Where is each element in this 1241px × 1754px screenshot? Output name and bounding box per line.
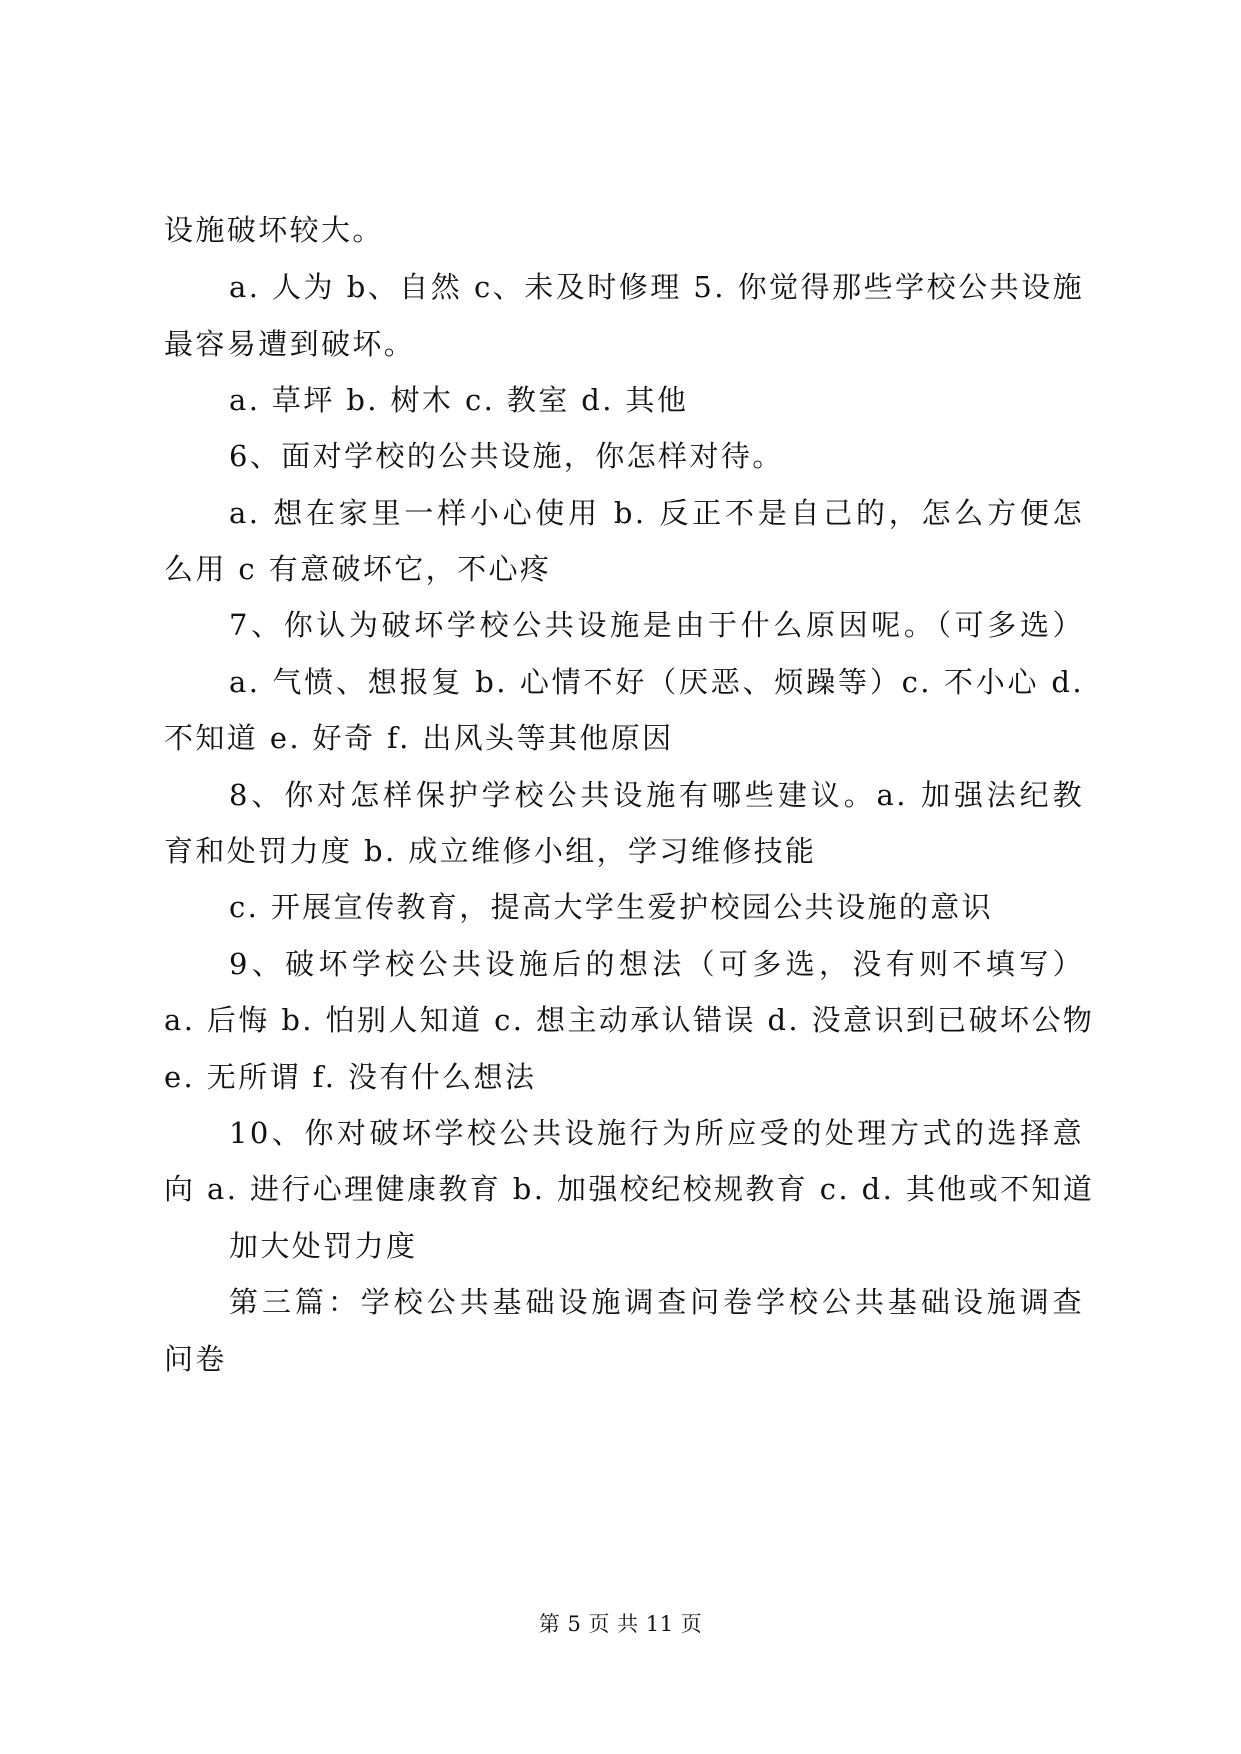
text-line-21: 问卷	[164, 1342, 227, 1376]
text-line-8: 7、你认为破坏学校公共设施是由于什么原因呢。（可多选）	[229, 608, 1084, 642]
text-line-16: e. 无所谓 f. 没有什么想法	[164, 1060, 537, 1094]
text-line-15: a. 后悔 b. 怕别人知道 c. 想主动承认错误 d. 没意识到已破坏公物	[164, 1003, 1095, 1037]
page-footer: 第 5 页 共 11 页	[538, 1612, 703, 1636]
text-line-6: a. 想在家里一样小心使用 b. 反正不是自己的，怎么方便怎	[229, 496, 1084, 530]
text-line-19: 加大处罚力度	[229, 1229, 418, 1263]
text-line-4: a. 草坪 b. 树木 c. 教室 d. 其他	[229, 383, 689, 417]
text-line-3: 最容易遭到破坏。	[164, 327, 416, 361]
text-line-5: 6、面对学校的公共设施，你怎样对待。	[229, 439, 784, 473]
text-line-14: 9、破坏学校公共设施后的想法（可多选，没有则不填写）	[229, 947, 1084, 981]
text-line-20: 第三篇：学校公共基础设施调查问卷学校公共基础设施调查	[229, 1285, 1084, 1319]
text-line-18: 向 a. 进行心理健康教育 b. 加强校纪校规教育 c. d. 其他或不知道	[164, 1172, 1095, 1206]
text-line-17: 10、你对破坏学校公共设施行为所应受的处理方式的选择意	[229, 1116, 1084, 1150]
text-line-11: 8、你对怎样保护学校公共设施有哪些建议。a. 加强法纪教	[229, 778, 1084, 812]
text-line-12: 育和处罚力度 b. 成立维修小组，学习维修技能	[164, 834, 817, 868]
text-line-7: 么用 c 有意破坏它，不心疼	[164, 552, 552, 586]
text-line-1: 设施破坏较大。	[164, 213, 384, 247]
text-line-13: c. 开展宣传教育，提高大学生爱护校园公共设施的意识	[229, 890, 994, 924]
text-line-2: a. 人为 b、自然 c、未及时修理 5. 你觉得那些学校公共设施	[229, 270, 1084, 304]
text-line-10: 不知道 e. 好奇 f. 出风头等其他原因	[164, 721, 674, 755]
text-line-9: a. 气愤、想报复 b. 心情不好（厌恶、烦躁等）c. 不小心 d.	[229, 665, 1084, 699]
